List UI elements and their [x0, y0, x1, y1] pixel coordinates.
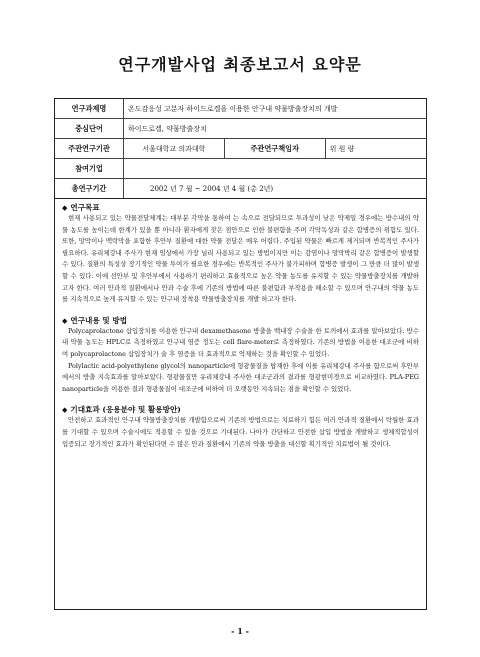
- project-info-table: [55, 99, 426, 199]
- table-row: [55, 119, 426, 139]
- diamond-bullet-icon: ◆: [62, 203, 68, 212]
- institution-value: 서울대학교 의과대학: [124, 139, 225, 159]
- methods-section: [62, 315, 419, 396]
- table-row: [55, 159, 426, 179]
- summary-frame: [54, 98, 427, 610]
- methods-paragraph: Polylactic acid-polyethylene glycol의 nanoparticle에 형광물질을 탑재한 후에 이를 유리체강내 주사를 함으로써 후안부에서의 방출 지속효과를 알아보았다. 형광물질만 유리체강내 주사한 대조군과의 결과를 형광현미경으로 비교하였다. PLA-PEG nanoparticle을 이용한 결과 형광물질이 대조군에 비하여 더 오랫동안 지속되는 점을 확인할 수 있었다.: [62, 361, 419, 393]
- objective-section: [62, 202, 419, 306]
- section-heading: [62, 404, 419, 415]
- section-heading: [62, 315, 419, 326]
- table-row: [55, 99, 426, 119]
- keywords-value: 하이드로겔, 약물방출장치: [124, 119, 427, 139]
- page-number: - 1 -: [231, 626, 249, 636]
- expected-effects-section: [62, 404, 419, 450]
- period-label: 총연구기간: [55, 179, 124, 199]
- participants-label: 참여기업: [55, 159, 124, 179]
- diamond-bullet-icon: ◆: [62, 315, 68, 325]
- period-value: 2002 년 7 월 ~ 2004 년 4 월 (총 2년): [124, 179, 427, 199]
- methods-heading: 연구내용 및 방법: [70, 315, 128, 325]
- lead-researcher-label: 주관연구책임자: [224, 139, 325, 159]
- section-heading: [62, 202, 419, 213]
- project-title-value: 온도감응성 고분자 하이드로겔을 이용한 안구내 약물방출장치의 개발: [124, 99, 427, 119]
- lead-researcher-value: 위 원 량: [325, 139, 426, 159]
- expected-effects-paragraph: 안전하고 효과적인 안구내 약물방출장치를 개발함으로써 기존의 방법으로는 치료하기 힘든 여러 안과적 질환에서 탁월한 효과를 기대할 수 있으며 수술시에도 적용할 수 있을 것으로 기대된다. 나아가 간단하고 안전한 삽입 방법을 개발하고 생체적합성이 입증되고 장기적인 효과가 확인된다면 수 많은 안과 질환에서 기존의 약물 방출을 대신할 획기적인 치료법이 될 것이다.: [62, 416, 419, 448]
- expected-effects-heading: 기대효과 (응용분야 및 활용방안): [70, 405, 181, 415]
- keywords-label: 중심단어: [55, 119, 124, 139]
- participants-value: [124, 159, 427, 179]
- methods-paragraph: Polycaprolactone 삽입장치를 이용한 안구내 dexamethasone 방출을 백내장 수술을 한 토끼에서 효과를 알아보았다. 방수내 약물 농도는 HPLC로 측정하였고 안구내 염증 정도는 cell flare-meter로 측정하였다. 기존의 방법을 이용한 대조군에 비하여 polycaprolactone 삽입장치가 술 후 염증을 더 효과적으로 억제하는 것을 확인할 수 있었다.: [62, 326, 419, 358]
- table-row: [55, 139, 426, 159]
- table-row: [55, 179, 426, 199]
- institution-label: 주관연구기관: [55, 139, 124, 159]
- project-title-label: 연구과제명: [55, 99, 124, 119]
- objective-paragraph: 현재 사용되고 있는 약물전달체계는 대부분 각막을 통하여 는 속으로 전달되므로 투과성이 낮은 약제일 경우에는 방수내의 약물 농도를 높이는데 한계가 있을 뿐 아니라 환자에게 잦은 점안으로 인한 불편함을 주며 각막독성과 같은 합병증의 위험도 있다. 또한, 망막이나 맥락막을 포함한 후안부 질환에 대한 약물 전달은 매우 어렵다. 주입된 약물은 빠르게 제거되며 반복적인 주사가 필요하다. 유리체강내 주사가 현재 임상에서 가장 널리 사용되고 있는 방법이지만 이는 감염이나 망막박리 같은 합병증이 발생할 수 있다. 질환의 특성상 장기적인 약물 투여가 필요한 경우에는 반복적인 주사가 불가피하며 합병증 발생이 그 만큼 더 많이 발생할 수 있다. 이에 선안부 및 후안부에서 사용하기 편리하고 효율적으로 높은 약물 농도를 유지할 수 있는 약물방출장치를 개발하고자 한다. 여러 안과적 질환에서나 안과 수술 후에 기존의 방법에 따른 불편함과 부작용을 해소할 수 있으며 안구내의 약물 농도를 지속적으로 높게 유지할 수 있는 안구내 장착용 약물방출장치를 개발 하고자 한다.: [62, 214, 419, 304]
- diamond-bullet-icon: ◆: [62, 405, 68, 415]
- document-title: 연구개발사업 최종보고서 요약문: [118, 55, 362, 74]
- objective-heading: 연구목표: [70, 203, 100, 212]
- summary-body: [55, 199, 426, 450]
